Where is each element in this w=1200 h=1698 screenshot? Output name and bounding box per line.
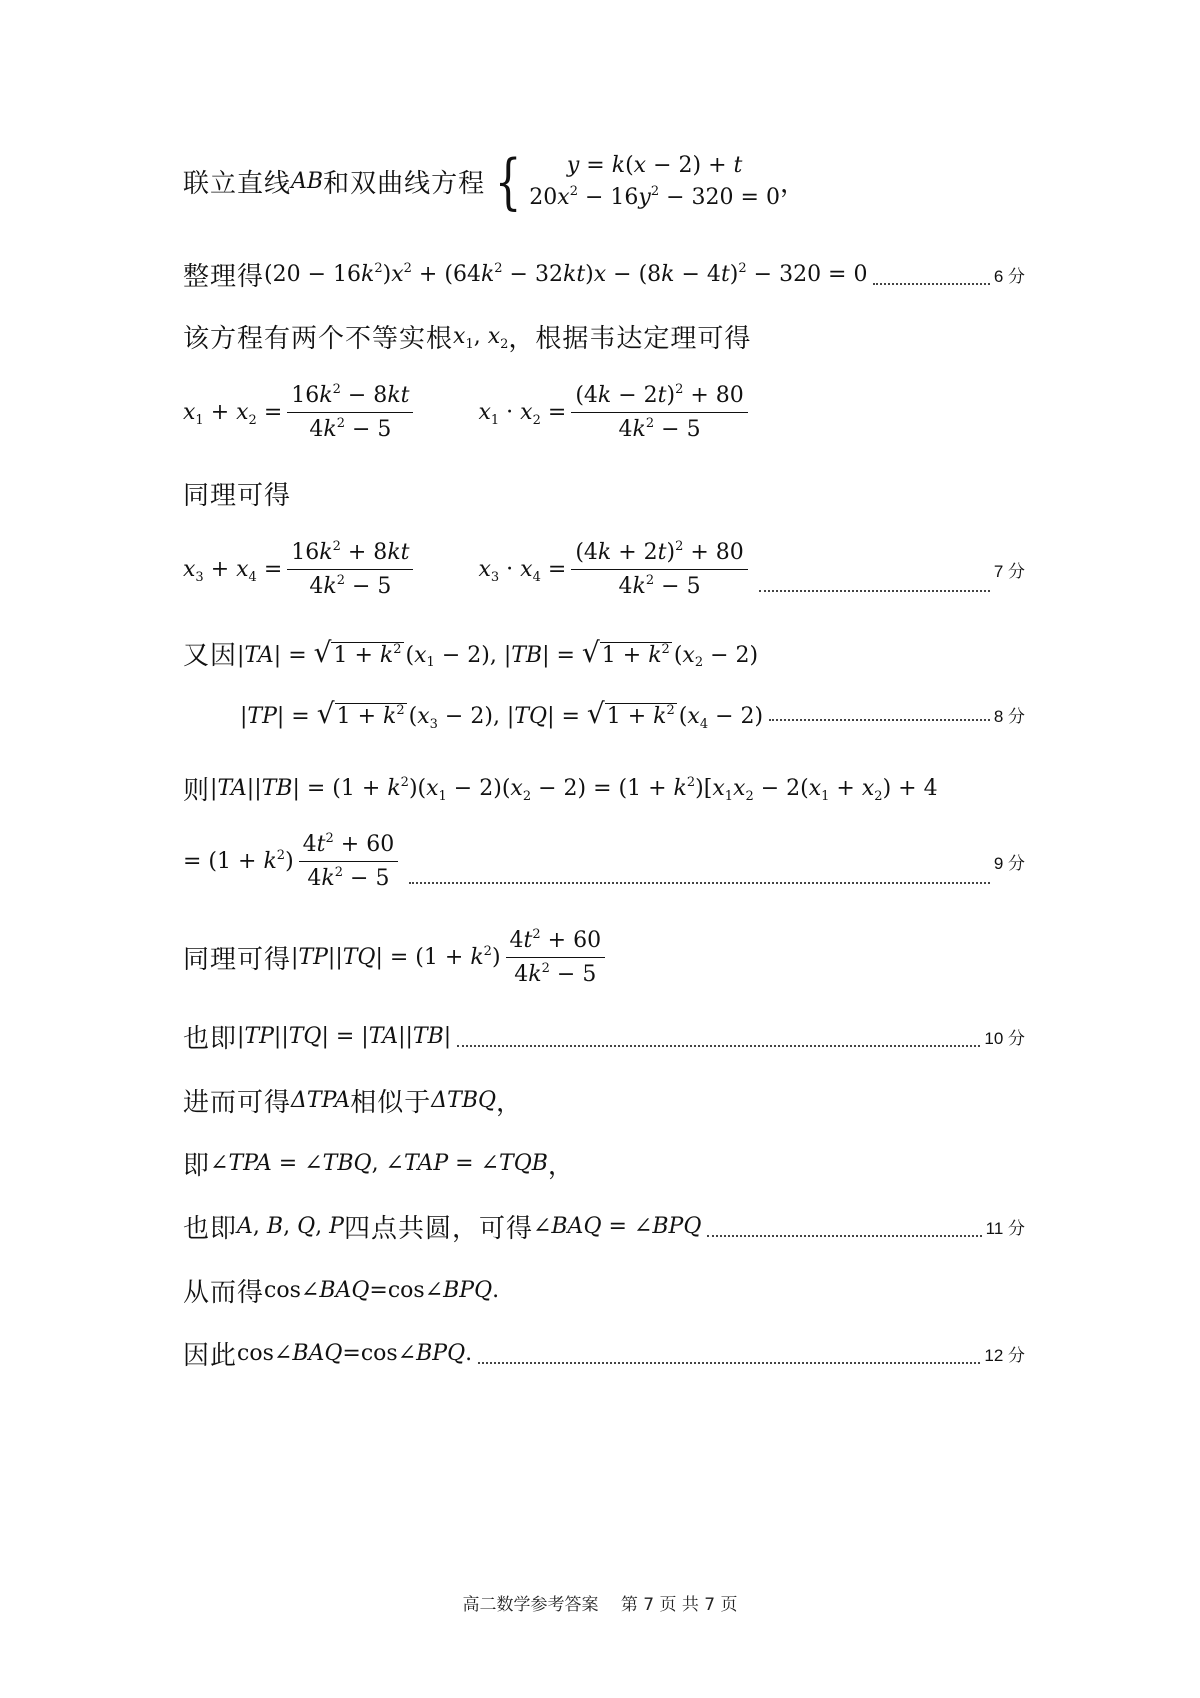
text: 因此: [183, 1341, 238, 1371]
line-system: [183, 146, 1025, 217]
line-similarly: [183, 475, 1025, 512]
equation: |TA| = √ $1 + k^2$ $(x_1 - 2)$, |TB| = √ $1 + k^2$ $(x_2 - 2)$: [237, 635, 759, 671]
triangle-tbq: ΔTBQ: [431, 1088, 497, 1113]
score-label: 7 分: [993, 562, 1025, 582]
equation-system: y = k(x − 2) + t $20x^2 - 16y^2 - 320 = 0$: [529, 153, 780, 210]
equation: ∠TPA = ∠TBQ, ∠TAP = ∠TQB: [210, 1151, 548, 1176]
triangle-tpa: ΔTPA: [291, 1088, 351, 1113]
leader-dots: [707, 1235, 981, 1237]
equation: $|TA||TB| = (1 + k^2)(x_1 - 2)(x_2 - 2) = (1 + k^2)[x_1x_2 - 2(x_1 + x_2) + 4$: [210, 774, 938, 804]
line-similar-triangles: [183, 1082, 1025, 1119]
line-product-result: [183, 832, 1025, 892]
equation: cos∠BAQ=cos∠BPQ.: [237, 1341, 473, 1366]
text: 也即: [183, 1214, 238, 1244]
fraction: $\frac{4t^2 + 60}{4k^2 - 5}$: [506, 928, 606, 988]
fraction: $\frac{16k^2 + 8kt}{4k^2 - 5}$: [287, 540, 413, 600]
math-roots: $x_1$, $x_2$: [453, 324, 509, 352]
text: 进而可得: [183, 1088, 292, 1118]
score-label: 10 分: [984, 1029, 1025, 1048]
page-footer: 高二数学参考答案 第 7 页 共 7 页: [462, 1595, 738, 1615]
text: 也即: [183, 1024, 238, 1054]
leader-dots: [478, 1362, 980, 1364]
equation: $x_1 + x_2$ =: [183, 400, 283, 428]
leader-dots: [769, 719, 990, 721]
text: 相似于: [350, 1088, 432, 1118]
text: 即: [183, 1151, 211, 1181]
equation: |TP| = √ $1 + k^2$ $(x_3 - 2)$, |TQ| = √ $1 + k^2$ $(x_4 - 2)$: [240, 697, 764, 732]
text: 从而得: [183, 1278, 265, 1308]
equation: cos∠BAQ=cos∠BPQ.: [264, 1278, 500, 1303]
line-equal-products: [183, 1018, 1025, 1055]
line-vieta-34: [183, 540, 1025, 600]
leader-dots: [457, 1045, 980, 1047]
fraction: $\frac{16k^2 - 8kt}{4k^2 - 5}$: [287, 383, 413, 443]
text: 同理可得: [183, 945, 292, 976]
equation: |TP||TQ| = |TA||TB|: [237, 1024, 452, 1049]
line-distances-ab: [183, 635, 1025, 672]
leader-dots: [759, 590, 990, 592]
score-label: 12 分: [984, 1346, 1025, 1365]
text: 该方程有两个不等实根: [183, 324, 454, 354]
leader-dots: [873, 283, 989, 285]
line-similar-product: [183, 928, 1025, 988]
line-distances-pq: [240, 697, 1025, 732]
line-simplify: [183, 256, 1025, 293]
leader-dots: [409, 882, 990, 884]
fraction: $\frac{4t^2 + 60}{4k^2 - 5}$: [299, 832, 399, 892]
line-conclusion: [183, 1335, 1025, 1372]
fraction: $\frac{(4k - 2t)^2 + 80}{4k^2 - 5}$: [571, 383, 748, 443]
text: 和双曲线方程: [323, 169, 486, 200]
text: ，: [547, 1151, 575, 1181]
equation: $x_3 \cdot x_4$ =: [478, 557, 567, 585]
line-roots: [183, 318, 1025, 355]
equation: $|TP||TQ| = (1 + k^2)$: [291, 944, 501, 971]
equation: $x_1 \cdot x_2$ =: [478, 400, 567, 428]
equation: $x_3 + x_4$ =: [183, 557, 283, 585]
line-angles: [183, 1145, 1025, 1182]
points: A, B, Q, P: [237, 1214, 344, 1239]
line-vieta-12: [183, 383, 1025, 443]
line-cos-equal: [183, 1272, 1025, 1309]
text: 则: [183, 776, 211, 806]
equation: $(20 - 16k^2)x^2 + (64k^2 - 32kt)x - (8k - 4t)^2 - 320 = 0$: [264, 260, 868, 287]
score-label: 9 分: [993, 854, 1025, 874]
score-label: 8 分: [993, 707, 1025, 727]
text: ，: [496, 1088, 524, 1118]
math-ab: AB: [291, 169, 324, 195]
equation: ∠BAQ = ∠BPQ: [532, 1214, 702, 1239]
score-label: 11 分: [985, 1219, 1025, 1238]
fraction: $\frac{(4k + 2t)^2 + 80}{4k^2 - 5}$: [571, 540, 748, 600]
text: 四点共圆，可得: [343, 1214, 533, 1244]
line-concyclic: [183, 1208, 1025, 1245]
line-product: [183, 770, 1025, 807]
equation: = $(1 + k^2)$: [183, 848, 294, 875]
brace-symbol: {: [494, 146, 522, 217]
score-label: 6 分: [993, 267, 1025, 286]
text: ，: [779, 169, 807, 200]
text: 联立直线: [183, 169, 292, 200]
text: 整理得: [183, 262, 265, 292]
text: ，根据韦达定理可得: [508, 324, 752, 354]
text: 同理可得: [183, 481, 292, 511]
text: 又因: [183, 641, 238, 671]
